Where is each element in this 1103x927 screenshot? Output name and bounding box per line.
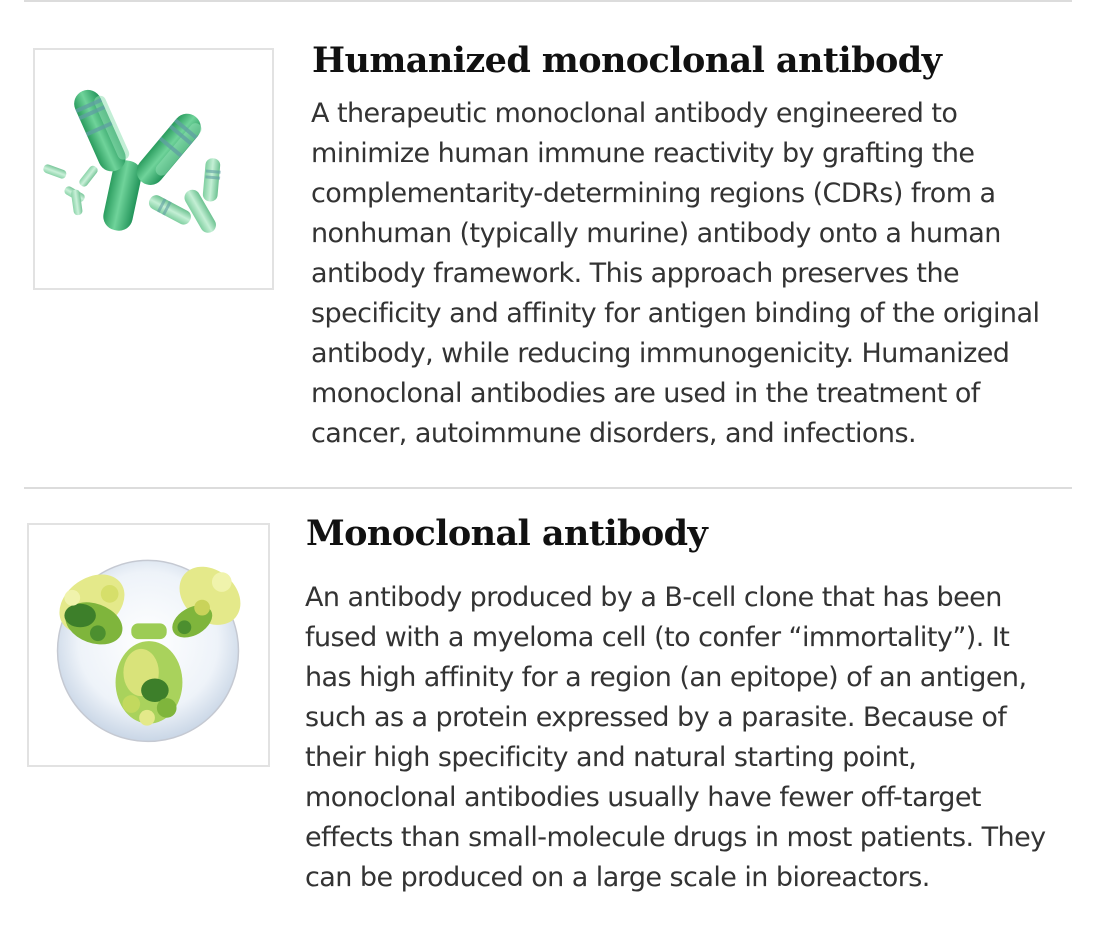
entry-title: Monoclonal antibody	[306, 513, 708, 554]
entry-title: Humanized monoclonal antibody	[312, 40, 942, 81]
entry-definition	[311, 94, 1039, 454]
definition-line: nonhuman (typically murine) antibody onto a human	[311, 218, 1001, 249]
definition-line: has high affinity for a region (an epitope) of an antigen,	[305, 662, 1027, 693]
hinge-region	[131, 623, 166, 639]
definition-line: complementarity-determining regions (CDRs) from a	[311, 178, 996, 209]
definition-line: monoclonal antibodies usually have fewer off-target	[305, 782, 981, 813]
humanized-antibody-illustration	[33, 48, 274, 290]
definition-line: effects than small-molecule drugs in most patients. They	[305, 822, 1046, 853]
definition-line: specificity and affinity for antigen binding of the original	[311, 298, 1040, 329]
small-antibody-left-shape	[42, 163, 99, 215]
definition-line: minimize human immune reactivity by grafting the	[311, 138, 975, 169]
definition-line: An antibody produced by a B-cell clone that has been	[305, 582, 1002, 613]
entry-definition	[305, 578, 1046, 898]
definition-line: fused with a myeloma cell (to confer “immortality”). It	[305, 622, 1010, 653]
definition-line: antibody framework. This approach preserves the	[311, 258, 960, 289]
definition-line: A therapeutic monoclonal antibody engineered to	[311, 98, 958, 129]
definition-line: antibody, while reducing immunogenicity. Humanized	[311, 338, 1010, 369]
monoclonal-antibody-molecule-illustration	[27, 523, 270, 767]
definition-line: cancer, autoimmune disorders, and infections.	[311, 418, 917, 449]
definition-line: monoclonal antibodies are used in the treatment of	[311, 378, 980, 409]
glossary-entry-monoclonal-antibody	[0, 489, 1103, 927]
definition-line: can be produced on a large scale in bioreactors.	[305, 862, 930, 893]
definition-line: their high specificity and natural starting point,	[305, 742, 917, 773]
definition-line: such as a protein expressed by a parasite. Because of	[305, 702, 1007, 733]
